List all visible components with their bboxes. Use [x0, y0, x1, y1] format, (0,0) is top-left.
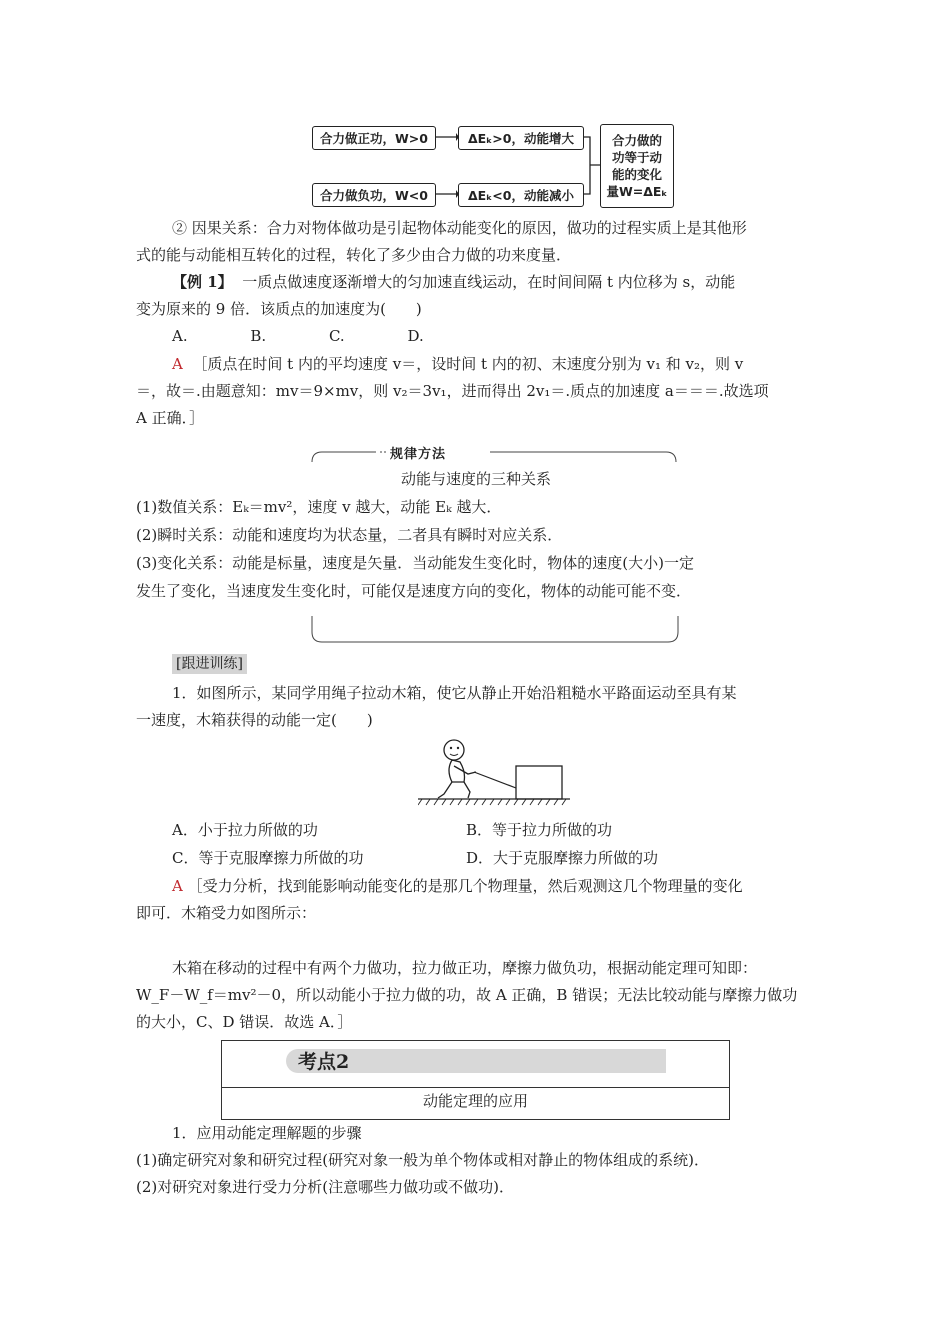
training-solution [172, 875, 816, 897]
method-title: 动能与速度的三种关系 [400, 470, 551, 488]
option-b: B．等于拉力所做的功 [466, 821, 613, 839]
method-item-cont: 发生了变化，当速度发生变化时，可能仅是速度方向的变化，物体的动能可能不变． [136, 582, 692, 600]
option-b: B. [250, 327, 267, 345]
flow-result-line: 功等于动 [611, 150, 662, 165]
flow-arrows [430, 120, 605, 215]
method-header: 规律方法 [390, 447, 447, 462]
solution-text: ［质点在时间 t 内的平均速度 v＝，设时间 t 内的初、末速度分别为 v₁ 和 v₂，则 v [192, 355, 744, 373]
training-solution-para: 木箱在移动的过程中有两个力做功，拉力做正功，摩擦力做负功，根据动能定理可知即： [172, 959, 758, 977]
method-item: (3)变化关系：动能是标量，速度是矢量．当动能发生变化时，物体的速度(大小)一定 [136, 554, 694, 572]
example-solution-cont: ＝，故＝.由题意知：mv＝9×mv，则 v₂＝3v₁，进而得出 2v₁＝.质点的加速度 a＝＝＝.故选项 [136, 382, 769, 400]
option-d: D. [407, 327, 424, 345]
flow-box-ke-decrease: ΔEₖ<0，动能减小 [458, 183, 584, 207]
example-text: 一质点做速度逐渐增大的匀加速直线运动，在时间间隔 t 内位移为 s，动能 [242, 273, 736, 291]
example-label: 【例 1】 [172, 273, 233, 291]
answer-letter: A [172, 877, 183, 895]
option-a: A．小于拉力所做的功 [172, 821, 318, 839]
option-c: C．等于克服摩擦力所做的功 [172, 849, 364, 867]
example-question-cont: 变为原来的 9 倍．该质点的加速度为( ) [136, 300, 422, 318]
section-title: 动能定理的应用 [422, 1092, 528, 1110]
option-d: D．大于克服摩擦力所做的功 [466, 849, 659, 867]
section-badge: 考点2 [298, 1051, 350, 1073]
pulling-box-figure [418, 736, 570, 808]
training-options-row1 [172, 819, 816, 841]
example-solution-end: A 正确．］ [136, 409, 205, 427]
solution-text: ［受力分析，找到能影响动能变化的是那几个物理量，然后观测这几个物理量的变化 [187, 877, 743, 895]
example-solution [172, 353, 816, 375]
training-options-row2 [172, 847, 816, 869]
training-tag: [跟进训练] [172, 654, 247, 674]
step-item: (1)确定研究对象和研究过程(研究对象一般为单个物体或相对静止的物体组成的系统)． [136, 1151, 709, 1169]
option-c: C. [328, 327, 345, 345]
step-item: (2)对研究对象进行受力分析(注意哪些力做功或不做功)． [136, 1178, 514, 1196]
para-cause-cont: 式的能与动能相互转化的过程，转化了多少由合力做的功来度量． [136, 246, 572, 264]
flow-result-line: 合力做的 [611, 133, 662, 148]
training-solution-end: 的大小，C、D 错误．故选 A．］ [136, 1013, 353, 1031]
example-question [172, 271, 816, 293]
option-a: A. [172, 327, 188, 345]
training-solution-cont: 即可．木箱受力如图所示： [136, 904, 317, 922]
training-question: 1．如图所示，某同学用绳子拉动木箱，使它从静止开始沿粗糙水平路面运动至具有某 [172, 684, 737, 702]
training-solution-para: W_F－W_f＝mv²－0，所以动能小于拉力做的功，故 A 正确，B 错误；无法比较动能与摩擦力做功 [136, 986, 798, 1004]
example-options [172, 325, 816, 347]
para-cause: ② 因果关系：合力对物体做功是引起物体动能变化的原因，做功的过程实质上是其他形 [172, 219, 747, 237]
flow-box-ke-increase: ΔEₖ>0，动能增大 [458, 126, 584, 150]
flow-box-theorem [600, 124, 674, 208]
section-banner [221, 1040, 730, 1120]
method-item: (2)瞬时关系：动能和速度均为状态量，二者具有瞬时对应关系． [136, 526, 563, 544]
flow-result-line: 能的变化 [611, 167, 662, 182]
answer-letter: A [172, 355, 183, 373]
flow-box-negative-work: 合力做负功，W<0 [312, 183, 436, 207]
steps-heading: 1．应用动能定理解题的步骤 [172, 1124, 362, 1142]
flow-result-line: 量W=ΔEₖ [606, 184, 668, 199]
method-item: (1)数值关系：Eₖ＝mv²，速度 v 越大，动能 Eₖ 越大． [136, 498, 502, 516]
training-question-cont: 一速度，木箱获得的动能一定( ) [136, 711, 373, 729]
flow-box-positive-work: 合力做正功，W>0 [312, 126, 436, 150]
